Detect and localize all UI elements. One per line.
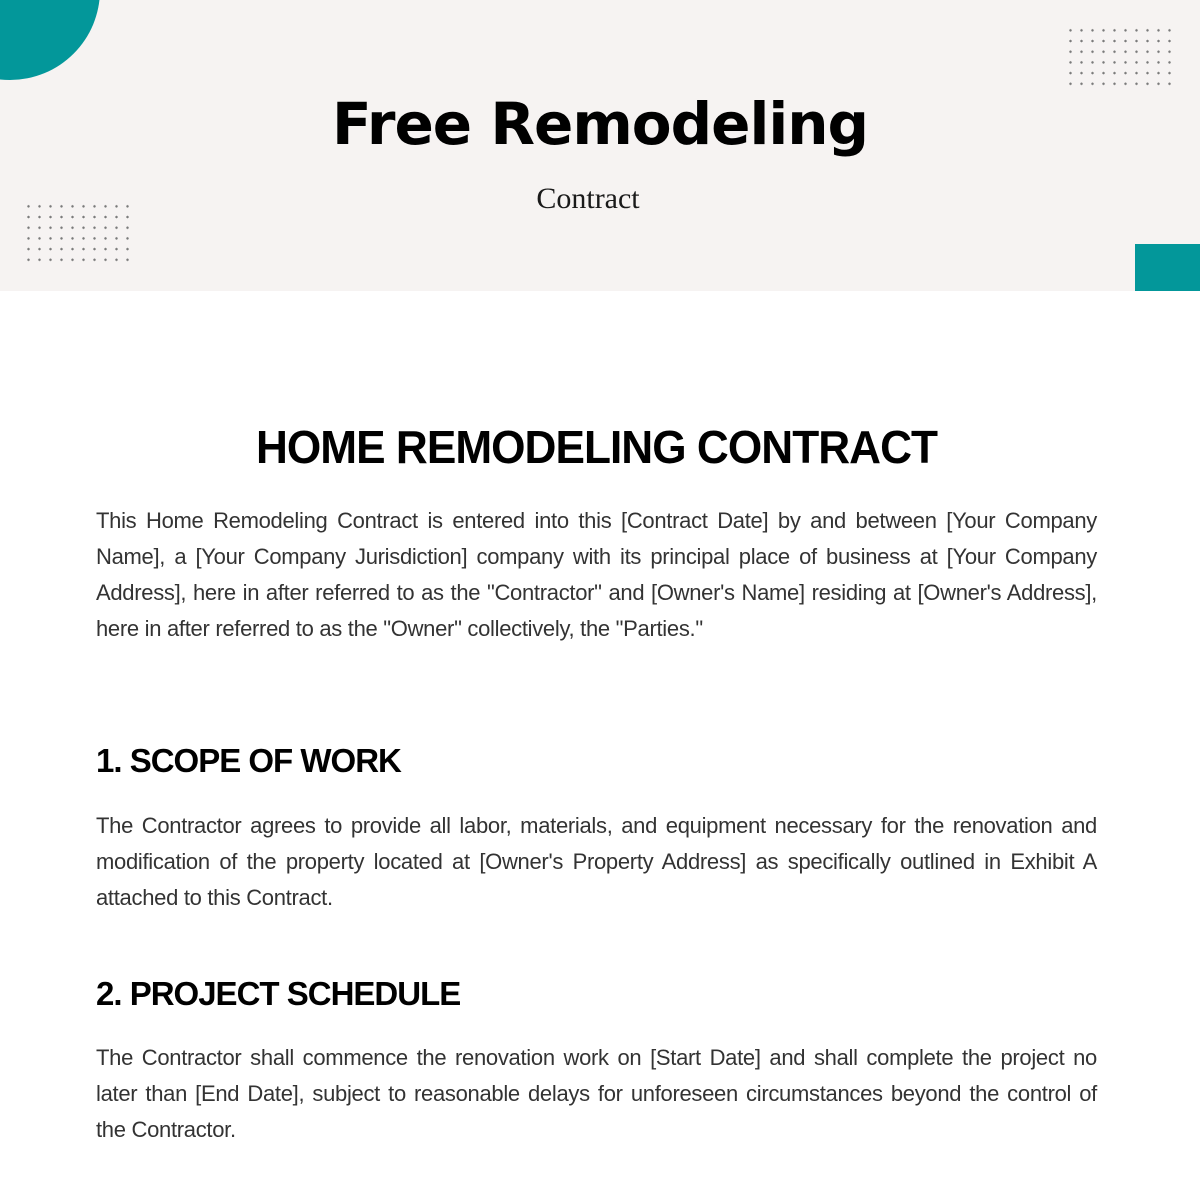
section-body-scope-of-work: The Contractor agrees to provide all labor, materials, and equipment necessary for the renovation and modification of the property located at [Owner's Property Address] as specifically outlined in Exhibit A attached to this Contract. xyxy=(96,813,1097,910)
decorative-teal-rectangle xyxy=(1135,244,1200,291)
intro-paragraph: This Home Remodeling Contract is entered into this [Contract Date] by and between [Your Company Name], a [Your Company Jurisdiction] company with its principal place of business at [Your Company Address], here in after referred to as the "Contractor" and [Owner's Name] residing at [Owner's Address], here in after referred to as the "Owner" collectively, the "Parties." xyxy=(96,508,1097,641)
decorative-dot-grid-top-right xyxy=(1065,25,1175,89)
section-body-project-schedule: The Contractor shall commence the renovation work on [Start Date] and shall complete the project no later than [End Date], subject to reasonable delays for unforeseen circumstances beyond the control of the Contractor. xyxy=(96,1045,1097,1142)
section-heading-scope-of-work: 1. SCOPE OF WORK xyxy=(96,742,401,779)
document-title: HOME REMODELING CONTRACT xyxy=(255,421,938,473)
section-heading-project-schedule: 2. PROJECT SCHEDULE xyxy=(96,975,461,1012)
decorative-teal-circle xyxy=(0,0,100,80)
header-banner xyxy=(0,0,1200,291)
banner-subtitle: Contract xyxy=(536,182,640,215)
banner-title: Free Remodeling xyxy=(331,90,869,158)
